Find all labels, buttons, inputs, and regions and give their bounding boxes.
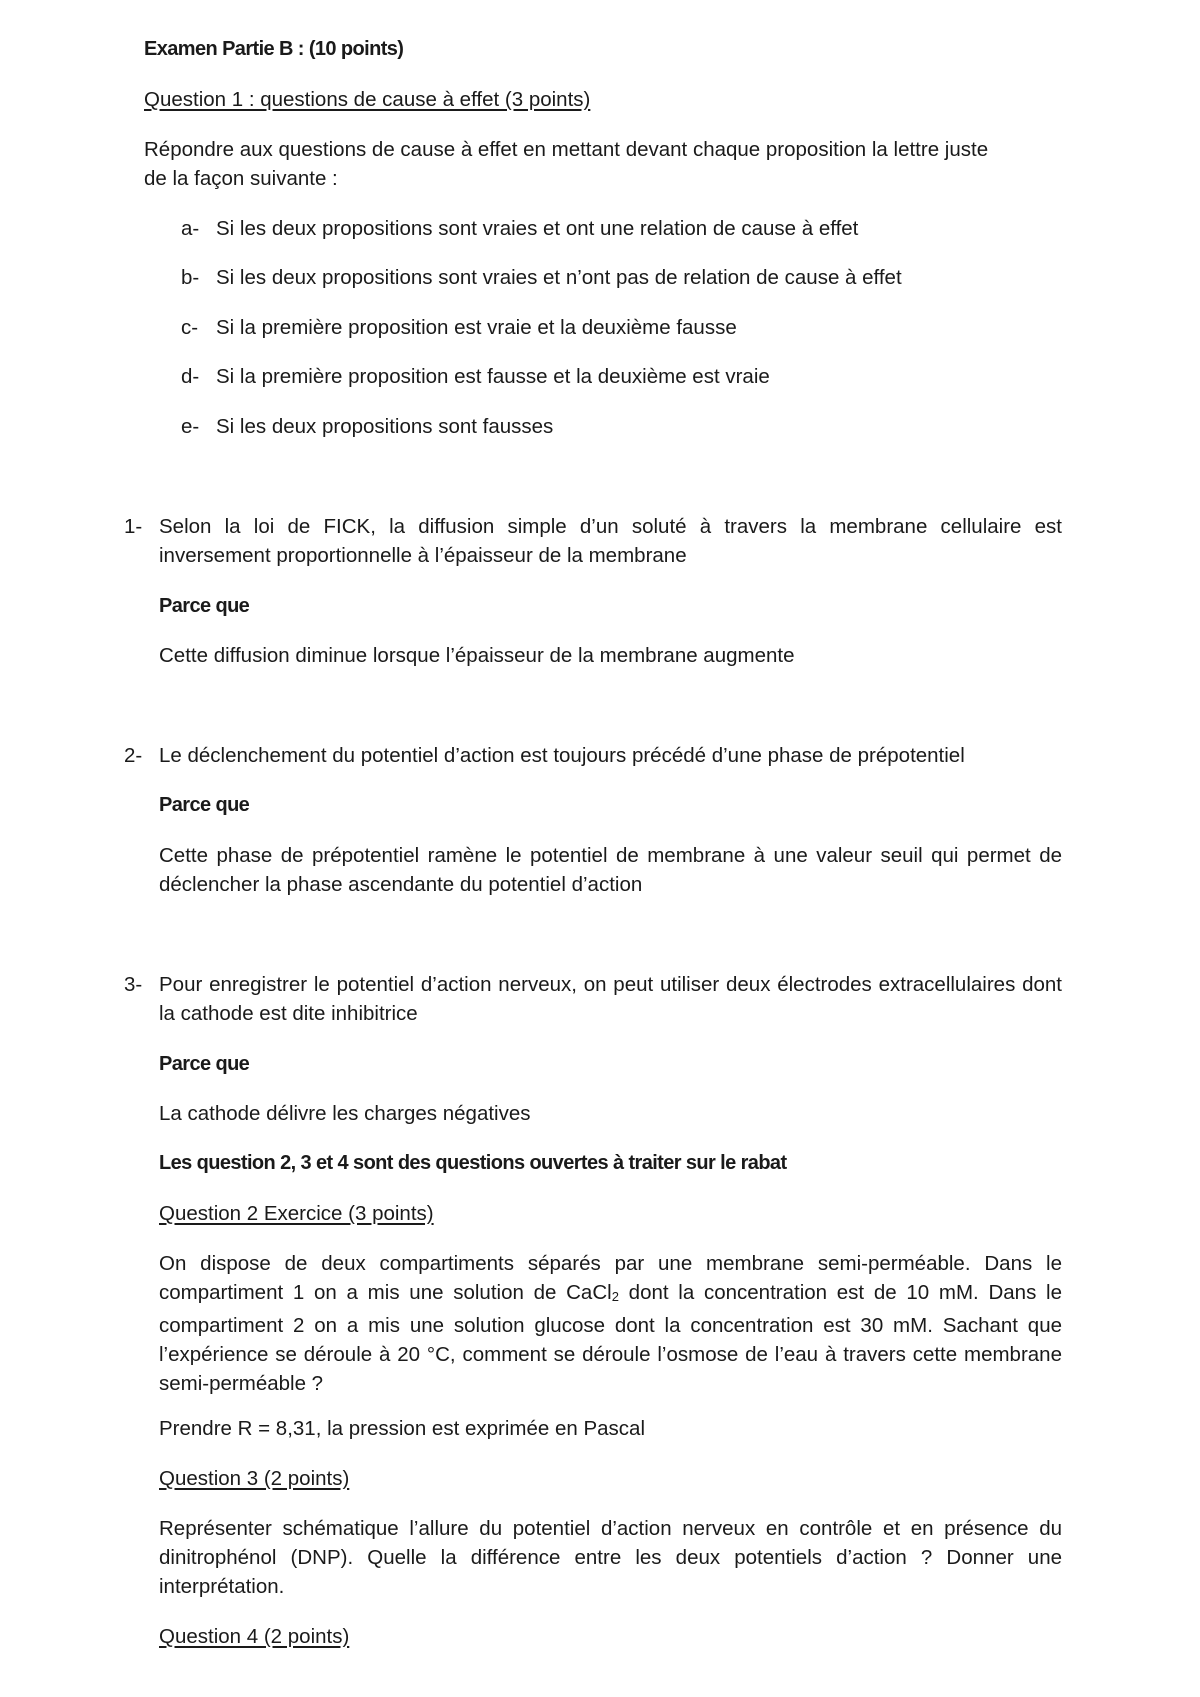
question-2-note: Prendre R = 8,31, la pression est exprimée en Pascal [159,1417,645,1440]
item-number: 2- [124,744,143,767]
question-1-heading: Question 1 : questions de cause à effet (3 points) [144,88,591,111]
option-letter: d- [181,365,200,388]
question-3-text: Représenter schématique l’allure du potentiel d’action nerveux en contrôle et en présence du dinitrophénol (DNP). Quelle la différence entre les deux potentiels d’action ? Donner une interprétation. [159,1517,1062,1598]
option-text: Si la première proposition est vraie et la deuxième fausse [216,316,737,339]
option-letter: a- [181,217,200,240]
because-label: Parce que [159,595,250,617]
question-2-text [159,1249,1062,1398]
option-text: Si la première proposition est fausse et la deuxième est vraie [216,365,770,388]
option-text: Si les deux propositions sont fausses [216,415,554,438]
option-letter: c- [181,316,199,339]
q2-text-part-1: On dispose de deux compartiments séparés par une membrane semi-perméable. Dans le compartiment 1 on a mis une solution de CaCl [159,1252,1062,1304]
item-reason: La cathode délivre les charges négatives [159,1102,531,1125]
option-text: Si les deux propositions sont vraies et ont une relation de cause à effet [216,217,859,240]
because-label: Parce que [159,794,250,816]
because-label: Parce que [159,1053,250,1075]
q1-instructions-line-1: Répondre aux questions de cause à effet en mettant devant chaque proposition la lettre juste [144,138,989,161]
option-letter: e- [181,415,200,438]
question-2-heading: Question 2 Exercice (3 points) [159,1202,434,1225]
option-text: Si les deux propositions sont vraies et n’ont pas de relation de cause à effet [216,266,902,289]
question-3-heading: Question 3 (2 points) [159,1467,350,1490]
q2-text-part-2: dont la concentration est de 10 mM. Dans le compartiment 2 on a mis une solution glucose dont la concentration est 30 mM. Sachant que l’expérience se déroule à 20 °C, comment se déroule l’osmose de l’eau à travers cette membrane semi-perméable ? [159,1281,1063,1395]
option-letter: b- [181,266,200,289]
question-4-heading: Question 4 (2 points) [159,1625,350,1648]
item-number: 3- [124,973,143,996]
exam-title: Examen Partie B : (10 points) [144,38,404,60]
q2-subscript: 2 [611,1289,619,1304]
item-statement: Pour enregistrer le potentiel d’action nerveux, on peut utiliser deux électrodes extracellulaires dont la cathode est dite inhibitrice [159,973,1062,1025]
item-reason: Cette phase de prépotentiel ramène le potentiel de membrane à une valeur seuil qui permet de déclencher la phase ascendante du potentiel d’action [159,844,1062,896]
q1-instructions-line-2: de la façon suivante : [144,167,338,190]
item-number: 1- [124,515,143,538]
item-reason: Cette diffusion diminue lorsque l’épaisseur de la membrane augmente [159,644,795,667]
item-statement: Selon la loi de FICK, la diffusion simple d’un soluté à travers la membrane cellulaire est inversement proportionnelle à l’épaisseur de la membrane [159,515,1062,567]
open-questions-note: Les question 2, 3 et 4 sont des questions ouvertes à traiter sur le rabat [159,1152,787,1174]
item-statement: Le déclenchement du potentiel d’action est toujours précédé d’une phase de prépotentiel [159,744,965,767]
